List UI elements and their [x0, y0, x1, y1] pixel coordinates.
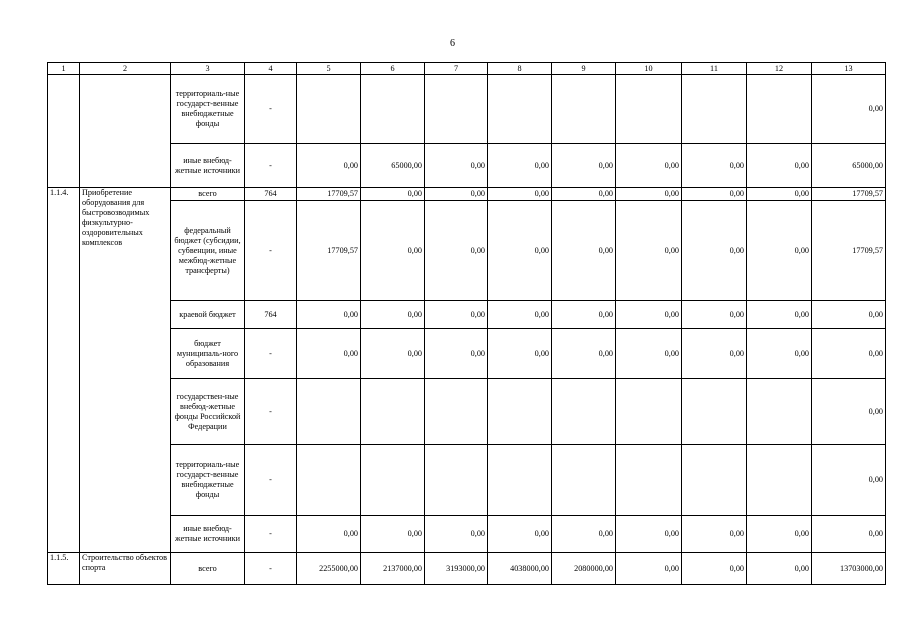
value-cell: 0,00 [361, 201, 425, 301]
code-cell: - [245, 516, 297, 553]
total-cell: 65000,00 [812, 144, 886, 188]
column-header: 11 [682, 63, 747, 75]
table-row [48, 516, 886, 553]
total-cell: 0,00 [812, 329, 886, 379]
item-number-cell: 1.1.4. [48, 188, 80, 553]
column-header: 9 [552, 63, 616, 75]
value-cell [425, 445, 488, 516]
value-cell [747, 75, 812, 144]
code-cell: - [245, 553, 297, 585]
value-cell: 0,00 [361, 188, 425, 201]
code-cell: - [245, 379, 297, 445]
funding-source: всего [171, 188, 245, 201]
value-cell: 4038000,00 [488, 553, 552, 585]
funding-source: государствен-ные внебюд-жетные фонды Российской Федерации [171, 379, 245, 445]
value-cell: 2080000,00 [552, 553, 616, 585]
value-cell: 0,00 [488, 329, 552, 379]
value-cell [361, 445, 425, 516]
code-cell: - [245, 75, 297, 144]
value-cell: 0,00 [747, 329, 812, 379]
value-cell: 0,00 [488, 201, 552, 301]
value-cell: 0,00 [488, 516, 552, 553]
value-cell: 17709,57 [297, 188, 361, 201]
funding-source: иные внебюд-жетные источники [171, 516, 245, 553]
value-cell [552, 75, 616, 144]
value-cell [747, 445, 812, 516]
value-cell: 0,00 [616, 301, 682, 329]
value-cell [552, 445, 616, 516]
item-name-cell: Приобретение оборудования для быстровозводимых физкультурно-оздоровительных комплексов [80, 188, 171, 553]
item-name-cell: Строительство объектов спорта [80, 553, 171, 585]
table-row [48, 379, 886, 445]
budget-table [47, 62, 886, 585]
table-row [48, 144, 886, 188]
item-name-cell [80, 75, 171, 188]
code-cell: - [245, 329, 297, 379]
value-cell [297, 75, 361, 144]
value-cell [616, 379, 682, 445]
column-header: 10 [616, 63, 682, 75]
column-header: 4 [245, 63, 297, 75]
value-cell: 0,00 [682, 201, 747, 301]
column-header: 5 [297, 63, 361, 75]
value-cell: 3193000,00 [425, 553, 488, 585]
value-cell [682, 75, 747, 144]
total-cell: 17709,57 [812, 188, 886, 201]
total-cell: 0,00 [812, 379, 886, 445]
code-cell: 764 [245, 188, 297, 201]
code-cell: - [245, 144, 297, 188]
value-cell: 0,00 [425, 188, 488, 201]
column-header: 2 [80, 63, 171, 75]
table-row [48, 329, 886, 379]
value-cell: 0,00 [616, 329, 682, 379]
value-cell: 0,00 [747, 188, 812, 201]
value-cell: 0,00 [682, 553, 747, 585]
value-cell: 0,00 [361, 329, 425, 379]
value-cell: 0,00 [425, 144, 488, 188]
code-cell: 764 [245, 301, 297, 329]
funding-source: краевой бюджет [171, 301, 245, 329]
funding-source: всего [171, 553, 245, 585]
value-cell: 0,00 [747, 201, 812, 301]
table-row [48, 301, 886, 329]
header-row [48, 63, 886, 75]
total-cell: 17709,57 [812, 201, 886, 301]
value-cell: 0,00 [552, 301, 616, 329]
value-cell: 0,00 [616, 553, 682, 585]
code-cell: - [245, 201, 297, 301]
value-cell: 0,00 [425, 516, 488, 553]
value-cell: 0,00 [552, 329, 616, 379]
value-cell: 0,00 [616, 516, 682, 553]
value-cell [552, 379, 616, 445]
value-cell: 0,00 [297, 144, 361, 188]
funding-source: территориаль-ные государст-венные внебюджетные фонды [171, 445, 245, 516]
page-number: 6 [450, 38, 455, 49]
value-cell: 0,00 [425, 201, 488, 301]
value-cell [425, 379, 488, 445]
column-header: 8 [488, 63, 552, 75]
value-cell: 0,00 [425, 301, 488, 329]
value-cell [425, 75, 488, 144]
value-cell: 0,00 [488, 301, 552, 329]
value-cell: 0,00 [297, 516, 361, 553]
table-row [48, 75, 886, 144]
table-row [48, 188, 886, 201]
total-cell: 0,00 [812, 301, 886, 329]
value-cell: 2255000,00 [297, 553, 361, 585]
column-header: 7 [425, 63, 488, 75]
value-cell [488, 379, 552, 445]
value-cell: 0,00 [361, 301, 425, 329]
value-cell: 0,00 [488, 188, 552, 201]
table-row [48, 201, 886, 301]
value-cell: 0,00 [747, 553, 812, 585]
funding-source: федеральный бюджет (субсидии, субвенции, иные межбюд-жетные трансферты) [171, 201, 245, 301]
value-cell [361, 379, 425, 445]
value-cell: 0,00 [361, 516, 425, 553]
value-cell: 0,00 [747, 516, 812, 553]
value-cell [747, 379, 812, 445]
value-cell: 0,00 [616, 188, 682, 201]
value-cell: 0,00 [682, 301, 747, 329]
column-header: 12 [747, 63, 812, 75]
value-cell: 0,00 [297, 329, 361, 379]
value-cell: 0,00 [552, 201, 616, 301]
value-cell: 0,00 [552, 516, 616, 553]
value-cell [682, 445, 747, 516]
total-cell: 13703000,00 [812, 553, 886, 585]
value-cell: 0,00 [747, 301, 812, 329]
total-cell: 0,00 [812, 75, 886, 144]
value-cell: 65000,00 [361, 144, 425, 188]
value-cell: 2137000,00 [361, 553, 425, 585]
value-cell: 0,00 [682, 329, 747, 379]
value-cell: 0,00 [747, 144, 812, 188]
value-cell: 0,00 [297, 301, 361, 329]
value-cell: 0,00 [682, 188, 747, 201]
value-cell: 0,00 [552, 188, 616, 201]
value-cell: 0,00 [488, 144, 552, 188]
value-cell: 0,00 [682, 516, 747, 553]
funding-source: бюджет муниципаль-ного образования [171, 329, 245, 379]
value-cell [297, 379, 361, 445]
table-row [48, 445, 886, 516]
item-number-cell: 1.1.5. [48, 553, 80, 585]
code-cell: - [245, 445, 297, 516]
value-cell: 0,00 [552, 144, 616, 188]
value-cell: 0,00 [616, 144, 682, 188]
value-cell [297, 445, 361, 516]
value-cell [488, 75, 552, 144]
value-cell: 0,00 [425, 329, 488, 379]
value-cell: 17709,57 [297, 201, 361, 301]
funding-source: иные внебюд-жетные источники [171, 144, 245, 188]
value-cell: 0,00 [682, 144, 747, 188]
value-cell [682, 379, 747, 445]
value-cell [616, 445, 682, 516]
total-cell: 0,00 [812, 516, 886, 553]
item-number-cell [48, 75, 80, 188]
column-header: 6 [361, 63, 425, 75]
value-cell [488, 445, 552, 516]
table-row [48, 553, 886, 585]
value-cell [361, 75, 425, 144]
funding-source: территориаль-ные государст-венные внебюджетные фонды [171, 75, 245, 144]
total-cell: 0,00 [812, 445, 886, 516]
column-header: 1 [48, 63, 80, 75]
column-header: 13 [812, 63, 886, 75]
value-cell: 0,00 [616, 201, 682, 301]
value-cell [616, 75, 682, 144]
column-header: 3 [171, 63, 245, 75]
